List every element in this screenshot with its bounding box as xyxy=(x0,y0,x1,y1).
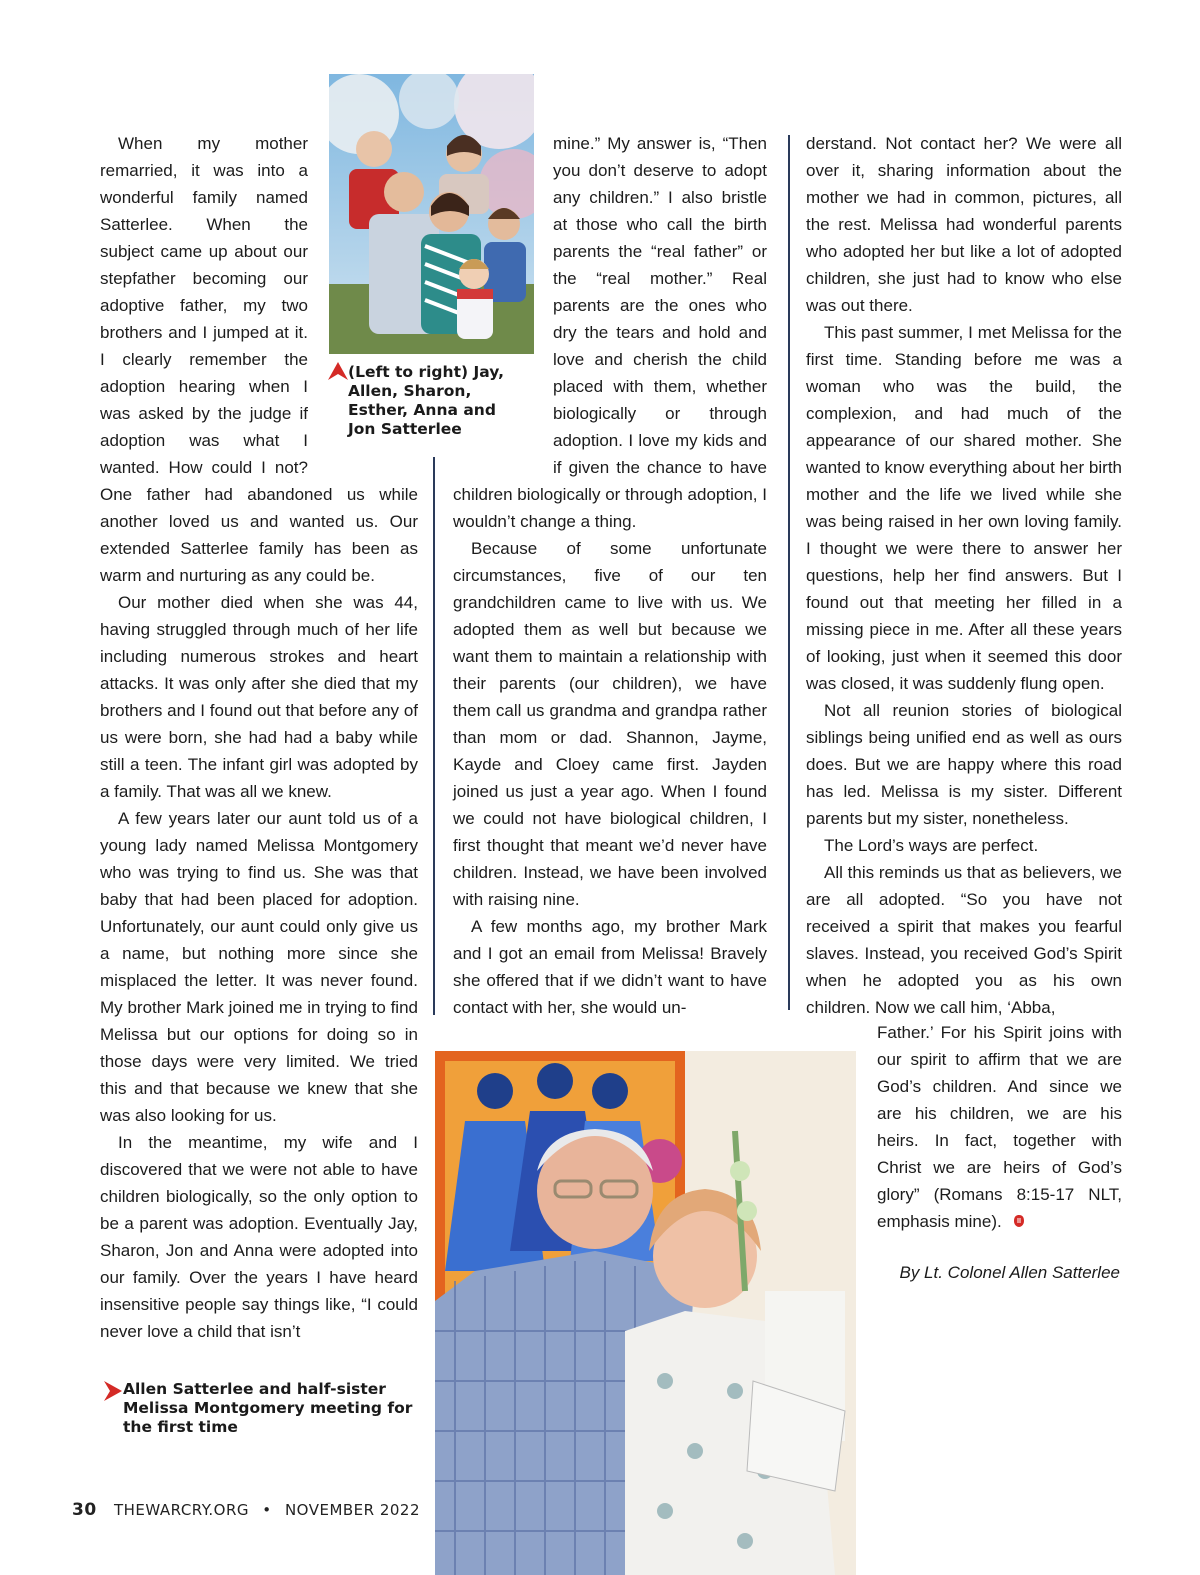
paragraph: Our mother died when she was 44, having struggled through much of her life including numerous strokes and heart attacks. It was only after she died that my brothers and I found out that before any of us were born, she had had a baby while still a teen. The infant girl was adopted by a family. That was all we knew. xyxy=(100,593,418,801)
paragraph: This past summer, I met Melissa for the first time. Standing before me was a woman who was the build, the complexion, and had much of the appearance of our shared mother. She wanted to know everything about her birth mother and the life we lived while she was being raised in her own loving family. I thought we were there to answer her questions, help her find answers. But I found out that meeting her filled in a missing piece in me. After all these years of looking, just when it seemed this door was closed, it was suddenly flung open. xyxy=(806,323,1122,693)
reunion-photo-caption: Allen Satterlee and half-sister Melissa Montgomery meeting for the first time xyxy=(123,1380,413,1436)
paragraph: derstand. Not contact her? We were all over it, sharing information about the mother we had in common, pictures, all the rest. Melissa had wonderful parents who adopted her but like a lot of adopted children, she just had to know who else was out there. xyxy=(806,134,1122,315)
paragraph: Not all reunion stories of biological siblings being unified end as well as ours does. But we are happy where this road has led. Melissa is my sister. Different parents but my sister, nonetheless. xyxy=(806,701,1122,828)
footer-separator: • xyxy=(262,1501,272,1519)
paragraph: Because of some unfortunate circumstances, five of our ten grandchildren came to live with us. We adopted them as well but because we want them to maintain a relationship with their parents (our children), we have them call us grandma and grandpa rather than mom or dad. Shannon, Jayme, Kayde and Cloey came first. Jayden joined us just a year ago. When I found we could not have biological children, I first thought that meant we’d never have children. Instead, we have been involved with raising nine. xyxy=(453,539,767,909)
family-photo-caption: (Left to right) Jay, Allen, Sharon, Esther, Anna and Jon Satterlee xyxy=(348,363,504,438)
paragraph: The Lord’s ways are perfect. xyxy=(824,836,1039,855)
article-column-2 xyxy=(453,130,767,1021)
column1-float-spacer xyxy=(308,130,418,455)
paragraph: In the meantime, my wife and I discovered that we were not able to have children biologically, so the only option to be a parent was adoption. Eventually Jay, Sharon, Jon and Anna were adopted into our family. Over the years I have heard insensitive people say things like, “I could never love a child that isn’t xyxy=(100,1133,418,1341)
column-divider xyxy=(433,457,435,1015)
column2-float-spacer xyxy=(453,130,553,455)
paragraph: A few months ago, my brother Mark and I got an email from Melissa! Bravely she offered that if we didn’t want to have contact with her, she would un- xyxy=(453,917,767,1017)
publication-name: THEWARCRY.ORG xyxy=(113,1501,250,1519)
article-column-1 xyxy=(100,130,418,1345)
page-footer xyxy=(72,1500,420,1520)
paragraph xyxy=(877,1019,1122,1235)
reunion-photo xyxy=(435,1051,856,1575)
paragraph: All this reminds us that as believers, we are all adopted. “So you have not received a spirit that makes you fearful slaves. Instead, you received God’s Spirit when he adopted you as his own children. Now we call him, ‘Abba, xyxy=(806,863,1122,1017)
caption-arrow-icon xyxy=(104,1381,122,1401)
paragraph-text: Father.’ For his Spirit joins with our spirit to affirm that we are God’s children. And since we are his children, we are his heirs. In fact, together with Christ we are heirs of God’s glory” (Romans 8:15-17 NLT, emphasis mine). xyxy=(877,1023,1122,1231)
paragraph: A few years later our aunt told us of a young lady named Melissa Montgomery who was trying to find us. She was that baby that had been placed for adoption. Unfortunately, our aunt could only give us a name, but nothing more since she misplaced the letter. It was never found. My brother Mark joined me in trying to find Melissa but our options for doing so in those days were very limited. We tried this and that because we knew that she was also looking for us. xyxy=(100,809,418,1125)
end-mark-icon xyxy=(1012,1214,1026,1228)
byline: By Lt. Colonel Allen Satterlee xyxy=(899,1263,1120,1282)
paragraph: mine.” My answer is, “Then you don’t deserve to adopt any children.” I also bristle at those who call the birth parents the “real father” or the “real mother.” Real parents are the ones who dry the tears and hold and love and cherish the child placed with them, whether biologically or through adoption. I love my kids and if given the chance to have children biologically or through adoption, I wouldn’t change a thing. xyxy=(453,134,767,531)
page-number: 30 xyxy=(72,1500,97,1520)
article-column-3 xyxy=(806,130,1122,1021)
column-divider xyxy=(788,135,790,1010)
issue-date: NOVEMBER 2022 xyxy=(284,1501,421,1519)
article-column-3-continuation xyxy=(877,1019,1122,1235)
paragraph: When my mother remarried, it was into a wonderful family named Satterlee. When the subject came up about our stepfather becoming our adoptive father, my two brothers and I jumped at it. I clearly remember the adoption hearing when I was asked by the judge if adoption was what I wanted. How could I not? One father had abandoned us while another loved us and wanted us. Our extended Satterlee family has been as warm and nurturing as any could be. xyxy=(100,134,418,585)
